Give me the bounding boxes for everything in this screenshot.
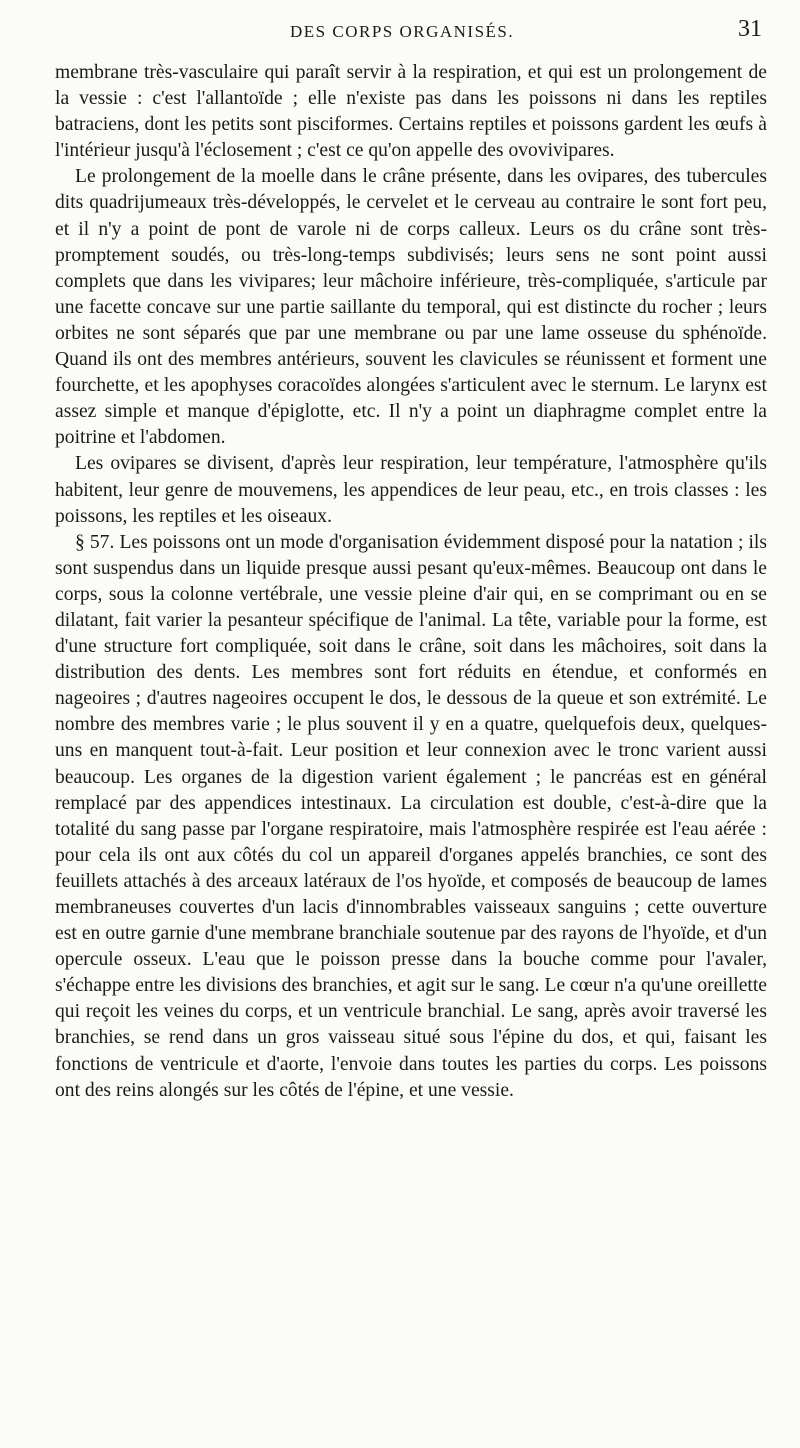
paragraph-continued: membrane très-vasculaire qui paraît servir à la respiration, et qui est un prolongement de la vessie : c'est l'allantoïde ; elle n'existe pas dans les poissons ni dans les reptiles batraciens, dont les petits sont pisciformes. Certains reptiles et poissons gardent les œufs à l'intérieur jusqu'à l'éclosement ; c'est ce qu'on appelle des ovovivipares. — [55, 62, 767, 162]
running-title: DES CORPS ORGANISÉS. — [290, 22, 515, 41]
page-number: 31 — [738, 16, 762, 42]
paragraph-section-57-poissons: § 57. Les poissons ont un mode d'organisation évidemment disposé pour la natation ; ils sont suspendus dans un liquide presque aussi pesant qu'eux-mêmes. Beaucoup ont dans le corps, sous la colonne vertébrale, une vessie pleine d'air qui, en se comprimant ou en se dilatant, fait varier la pesanteur spécifique de l'animal. La tête, variable pour la forme, est d'une structure fort compliquée, soit dans le crâne, soit dans les mâchoires, soit dans la distribution des dents. Les membres sont fort réduits en étendue, et conformés en nageoires ; d'autres nageoires occupent le dos, le dessous de la queue et son extrémité. Le nombre des membres varie ; le plus souvent il y en a quatre, quelquefois deux, quelques-uns en manquent tout-à-fait. Leur position et leur connexion avec le tronc varient aussi beaucoup. Les organes de la digestion varient également ; le pancréas est en général remplacé par des appendices intestinaux. La circulation est double, c'est-à-dire que la totalité du sang passe par l'organe respiratoire, mais l'atmosphère respirée est l'eau aérée : pour cela ils ont aux côtés du col un appareil d'organes appelés branchies, ce sont des feuillets attachés à des arceaux latéraux de l'os hyoïde, et composés de beaucoup de lames membraneuses couvertes d'un lacis d'innombrables vaisseaux sanguins ; cette ouverture est en outre garnie d'une membrane branchiale soutenue par des rayons de l'hyoïde, et d'un opercule osseux. L'eau que le poisson presse dans la bouche comme pour l'avaler, s'échappe entre les divisions des branchies, et agit sur le sang. Le cœur n'a qu'une oreillette qui reçoit les veines du corps, et un ventricule branchial. Le sang, après avoir traversé les branchies, se rend dans un gros vaisseau situé sous l'épine du dos, et qui, faisant les fonctions de ventricule et d'aorte, l'envoie dans toutes les parties du corps. Les poissons ont des reins alongés sur les côtés de l'épine, et une vessie. — [55, 531, 767, 1101]
body-text — [55, 60, 767, 1104]
paragraph-prolongement-moelle: Le prolongement de la moelle dans le crâne présente, dans les ovipares, des tubercules dits quadrijumeaux très-développés, le cervelet et le cerveau au contraire le sont fort peu, et il n'y a point de pont de varole ni de corps calleux. Leurs os du crâne sont très-promptement soudés, ou très-long-temps subdivisés; leurs sens ne sont point aussi complets que dans les vivipares; leur mâchoire inférieure, très-compliquée, s'articule par une facette concave sur une partie saillante du temporal, qui est distincte du rocher ; leurs orbites ne sont séparés que par une membrane ou par une lame osseuse du sphénoïde. Quand ils ont des membres antérieurs, souvent les clavicules se réunissent et forment une fourchette, et les apophyses coracoïdes alongées s'articulent avec le sternum. Le larynx est assez simple et manque d'épiglotte, etc. Il n'y a point un diaphragme complet entre la poitrine et l'abdomen. — [55, 166, 767, 449]
running-head — [0, 18, 800, 58]
paragraph-ovipares-classes: Les ovipares se divisent, d'après leur respiration, leur température, l'atmosphère qu'ils habitent, leur genre de mouvemens, les appendices de leur peau, etc., en trois classes : les poissons, les reptiles et les oiseaux. — [55, 453, 767, 527]
